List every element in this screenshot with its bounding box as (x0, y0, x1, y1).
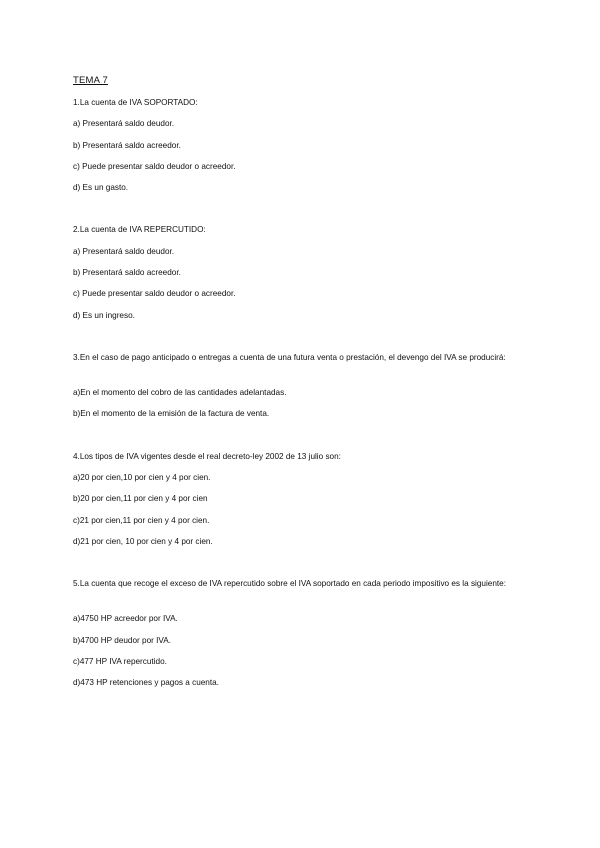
question-1-option-d: d) Es un gasto. (73, 183, 129, 192)
question-5-option-a: a)4750 HP acreedor por IVA. (73, 614, 178, 623)
question-3-option-b: b)En el momento de la emisión de la factura de venta. (73, 409, 270, 418)
question-1-option-b: b) Presentará saldo acreedor. (73, 141, 181, 150)
question-3-option-a: a)En el momento del cobro de las cantidades adelantadas. (73, 388, 287, 397)
question-4-option-d: d)21 por cien, 10 por cien y 4 por cien. (73, 537, 213, 546)
question-2-option-d: d) Es un ingreso. (73, 311, 135, 320)
question-5-prompt: 5.La cuenta que recoge el exceso de IVA repercutido sobre el IVA soportado en cada periodo impositivo es la siguiente: (73, 579, 506, 588)
question-4-prompt: 4.Los tipos de IVA vigentes desde el real decreto-ley 2002 de 13 julio son: (73, 452, 341, 461)
question-4-option-a: a)20 por cien,10 por cien y 4 por cien. (73, 473, 211, 482)
question-2-option-a: a) Presentará saldo deudor. (73, 247, 175, 256)
question-5-option-d: d)473 HP retenciones y pagos a cuenta. (73, 678, 219, 687)
question-1-option-c: c) Puede presentar saldo deudor o acreedor. (73, 162, 236, 171)
question-4-option-b: b)20 por cien,11 por cien y 4 por cien (73, 494, 208, 503)
question-2-prompt: 2.La cuenta de IVA REPERCUTIDO: (73, 225, 206, 234)
question-1-option-a: a) Presentará saldo deudor. (73, 119, 175, 128)
question-2-option-c: c) Puede presentar saldo deudor o acreedor. (73, 289, 236, 298)
page-title: TEMA 7 (73, 75, 108, 86)
question-3-prompt: 3.En el caso de pago anticipado o entregas a cuenta de una futura venta o prestación, el devengo del IVA se producirá: (73, 353, 506, 362)
question-5-option-b: b)4700 HP deudor por IVA. (73, 636, 172, 645)
question-2-option-b: b) Presentará saldo acreedor. (73, 268, 181, 277)
question-4-option-c: c)21 por cien,11 por cien y 4 por cien. (73, 516, 210, 525)
question-5-option-c: c)477 HP IVA repercutido. (73, 657, 167, 666)
question-1-prompt: 1.La cuenta de IVA SOPORTADO: (73, 98, 198, 107)
